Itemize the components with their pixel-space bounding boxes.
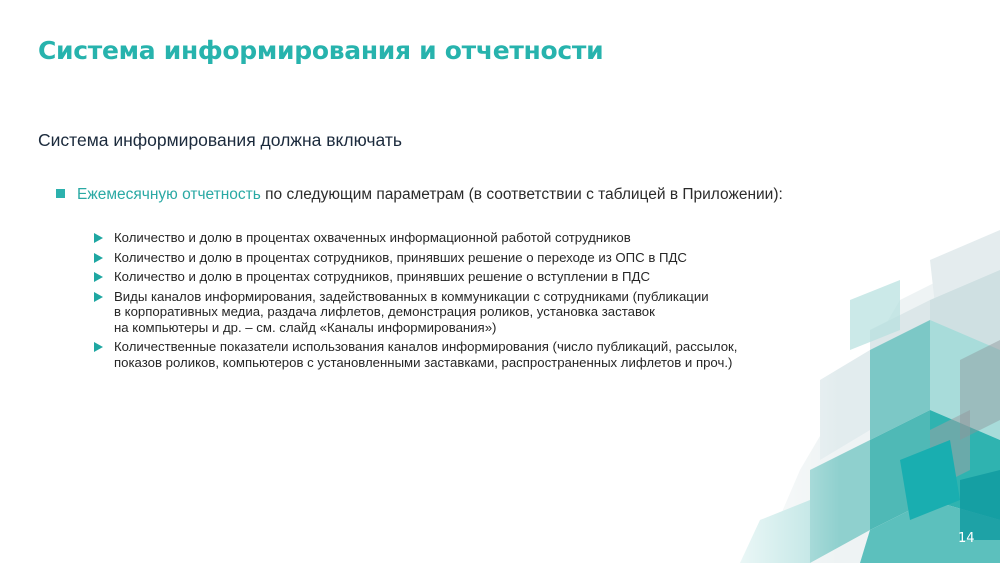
list-item-line: Количество и долю в процентах сотрудников, принявших решение о переходе из ОПС в ПДС — [114, 249, 687, 265]
triangle-bullet-icon — [94, 233, 103, 243]
list-item-line: Количество и долю в процентах сотрудников, принявших решение о вступлении в ПДС — [114, 269, 650, 284]
list-item — [94, 339, 737, 370]
triangle-bullet-icon — [94, 292, 103, 302]
slide-subtitle: Система информирования должна включать — [38, 130, 402, 150]
page-number: 14 — [958, 531, 975, 546]
main-item-highlight: Ежемесячную отчетность — [77, 186, 261, 203]
list-item — [94, 230, 737, 246]
square-bullet-icon — [56, 189, 65, 198]
list-item — [94, 269, 737, 285]
list-item-line: Количественные показатели использования каналов информирования (число публикаций, рассылок, — [114, 339, 738, 354]
sub-bullet-list — [94, 230, 737, 374]
main-bullet-item — [56, 186, 783, 204]
slide-title: Система информирования и отчетности — [38, 36, 604, 65]
list-item — [94, 250, 737, 266]
list-item-line: в корпоративных медиа, раздача лифлетов, демонстрация роликов, установка заставок — [114, 304, 655, 319]
triangle-bullet-icon — [94, 272, 103, 282]
list-item-line: Виды каналов информирования, задействованных в коммуникации с сотрудниками (публикации — [114, 288, 709, 304]
triangle-bullet-icon — [94, 342, 103, 352]
list-item — [94, 289, 737, 336]
main-item-text: по следующим параметрам (в соответствии с таблицей в Приложении): — [260, 186, 783, 203]
triangle-bullet-icon — [94, 253, 103, 263]
list-item-line: показов роликов, компьютеров с установленными заставками, распространенных лифлетов и проч.) — [114, 354, 733, 370]
list-item-line: на компьютеры и др. – см. слайд «Каналы информирования») — [114, 319, 497, 335]
list-item-line: Количество и долю в процентах охваченных информационной работой сотрудников — [114, 230, 631, 245]
